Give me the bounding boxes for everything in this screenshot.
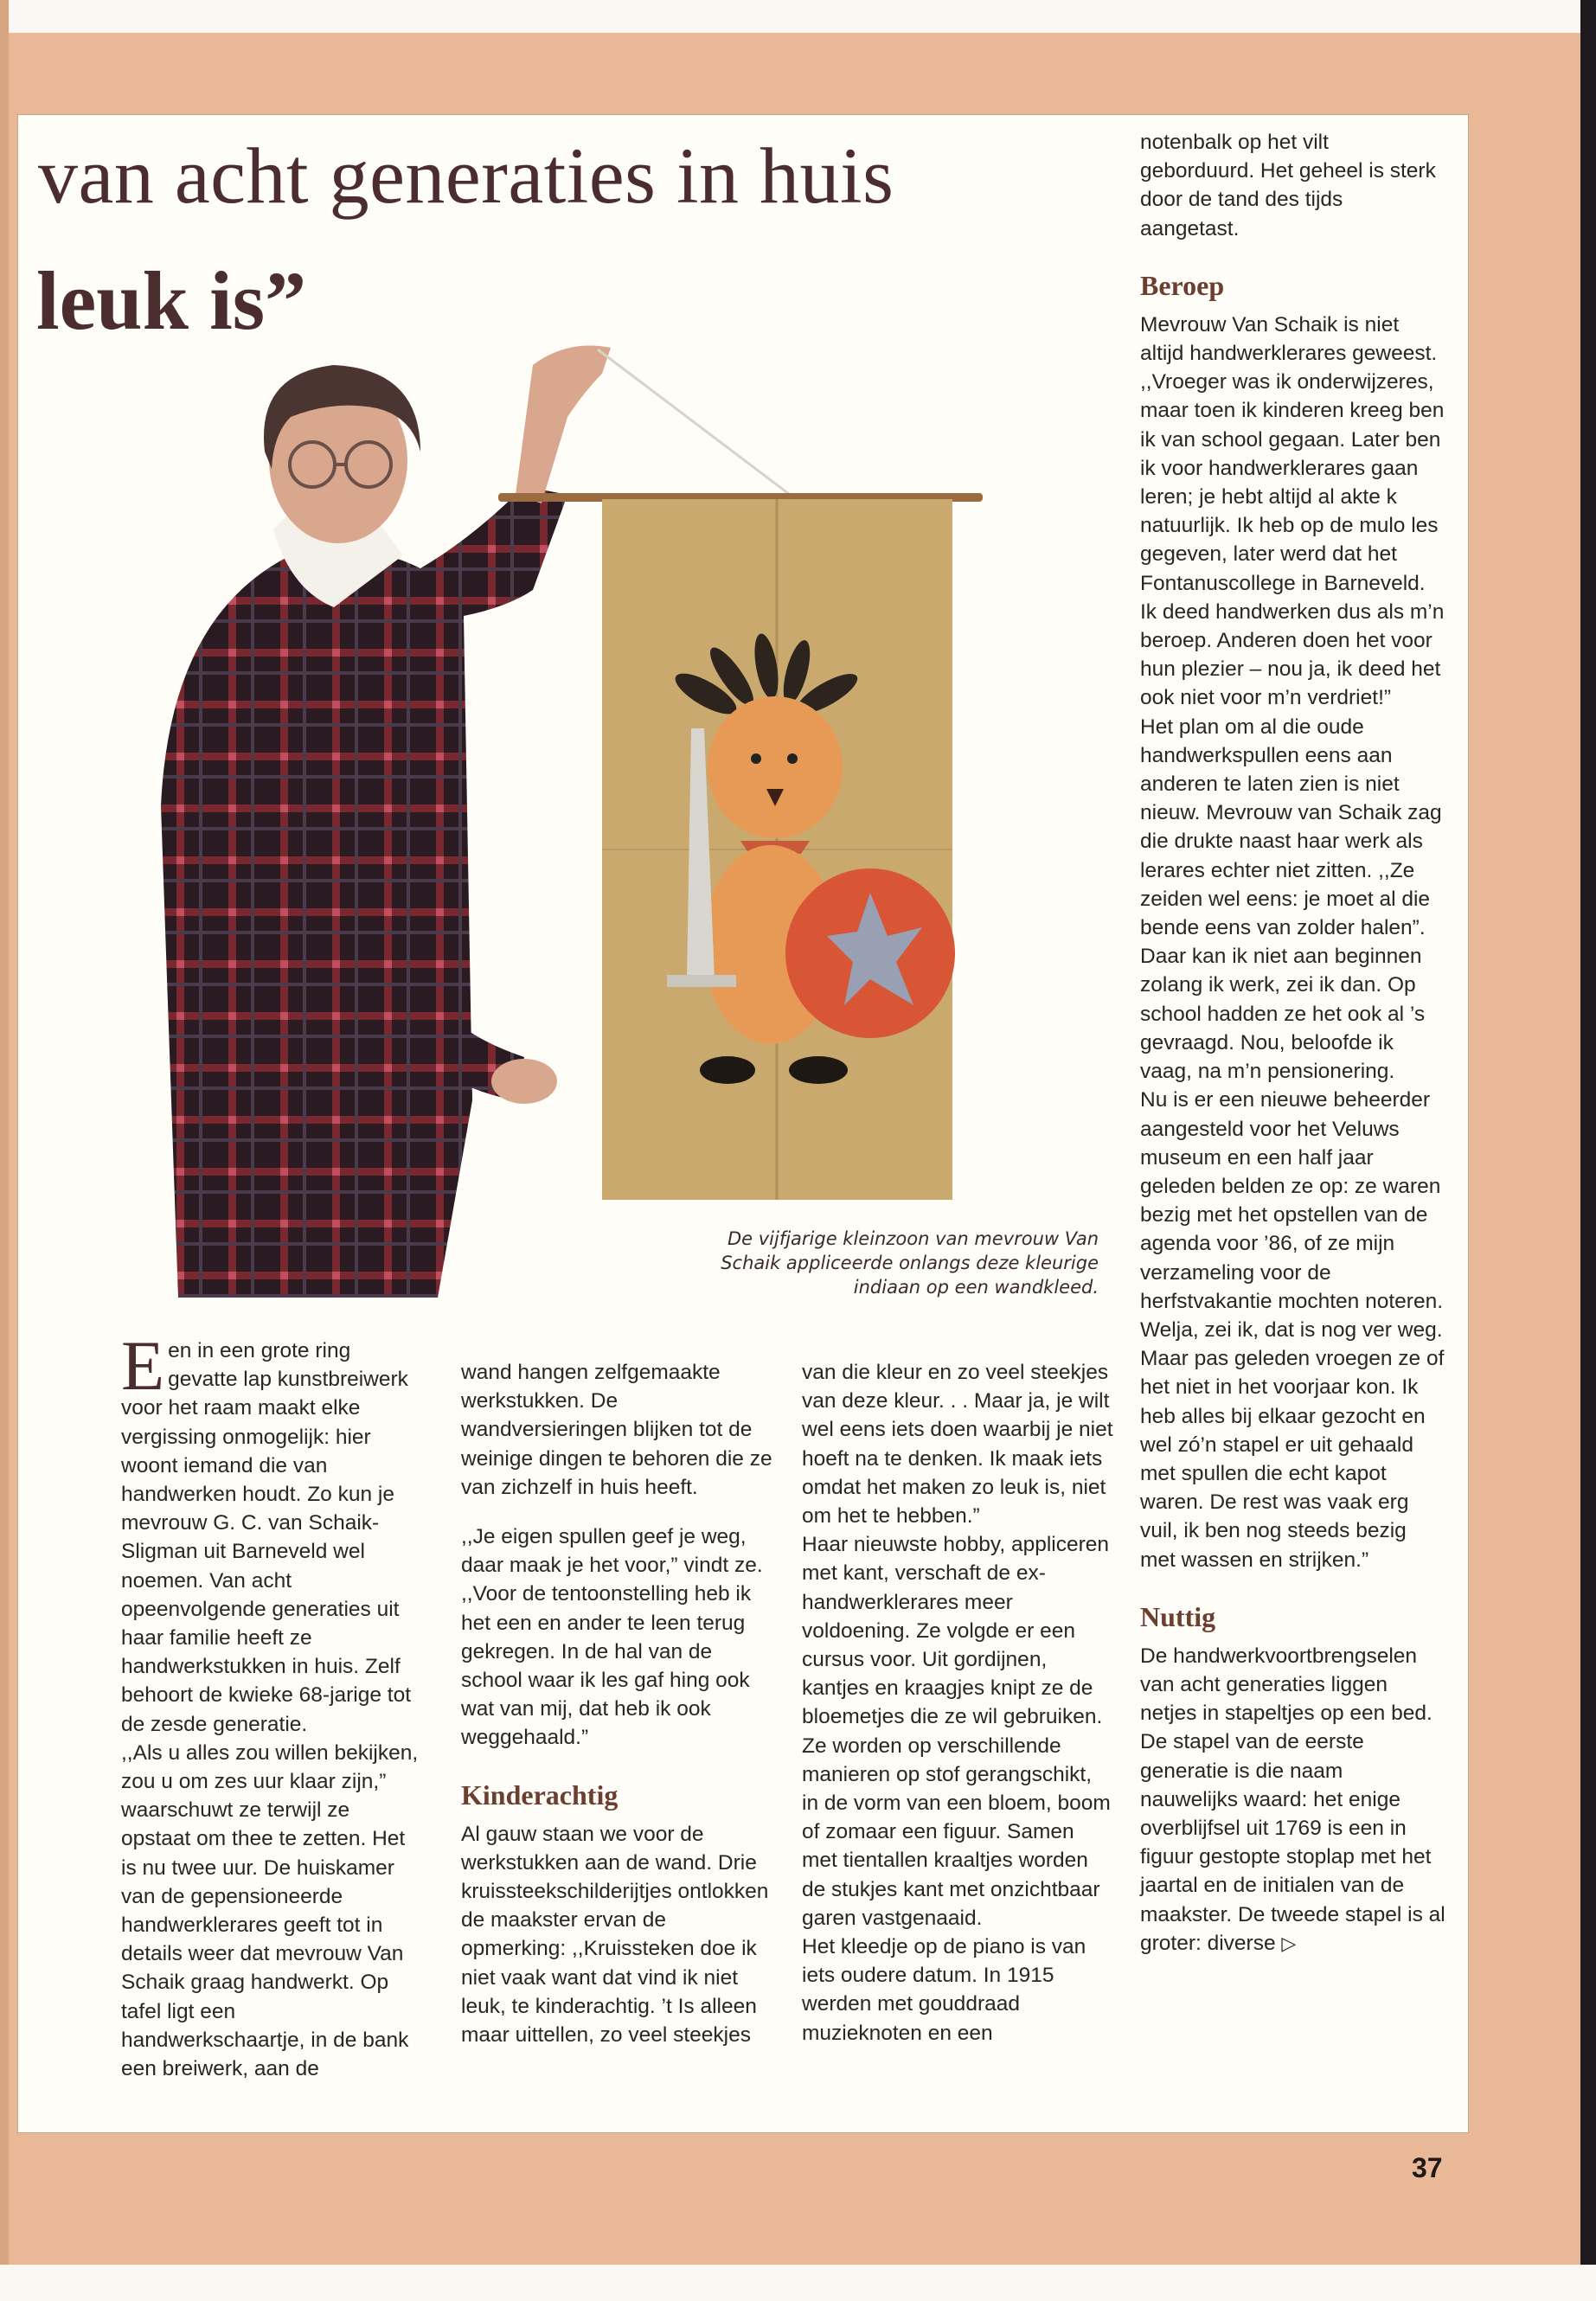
scan-bottom-margin bbox=[0, 2265, 1596, 2301]
drop-cap: E bbox=[121, 1326, 165, 1405]
subhead-beroep: Beroep bbox=[1140, 269, 1225, 301]
page-spine-edge bbox=[0, 0, 9, 2301]
subhead-nuttig: Nuttig bbox=[1140, 1600, 1216, 1632]
headline-line-1: van acht generaties in huis bbox=[38, 131, 894, 220]
column-3-paragraph-1: van die kleur en zo veel steekjes van deze kleur. . . Maar ja, je wilt wel eens iets doen waarbij je niet hoeft na te denken. Ik maak iets omdat het maken zo leuk is, niet om het te hebben.” bbox=[802, 1361, 1113, 1529]
scan-top-margin bbox=[0, 0, 1596, 33]
column-4-paragraph-5 bbox=[1140, 1642, 1446, 1958]
continue-arrow-icon: ▷ bbox=[1281, 1932, 1297, 1954]
column-4-paragraph-4: Nu is er een nieuwe beheerder aangesteld voor het Veluws museum en een half jaar geleden belden ze op: ze waren bezig met het opstellen van de agenda voor ’86, of ze mijn verzameling voor de herfstvakantie mochten noteren. Welja, zei ik, dat is nog ver weg. Maar pas geleden vroegen ze of het niet in het voorjaar kon. Ik heb alles bij elkaar gezocht en wel zó’n stapel er uit gehaald met spullen die echt kapot waren. De rest was vaak erg vuil, ik ben nog steeds bezig met wassen en strijken.” bbox=[1140, 1088, 1445, 1572]
column-2-paragraph-3: Al gauw staan we voor de werkstukken aan de wand. Drie kruissteekschilderijtjes ontlokken de maakster ervan de opmerking: ,,Kruissteken doe ik niet vaak want dat vind ik niet leuk, te kinderachtig. ’t Is alleen maar uittellen, zo veel steekjes bbox=[461, 1822, 769, 2048]
scan-right-edge bbox=[1580, 0, 1596, 2301]
column-4-text-5: De handwerkvoortbrengselen van acht generaties liggen netjes in stapeltjes op een bed. De stapel van de eerste generatie is die naam nauwelijks waard: het enige overblijfsel uit 1769 is een in figuur gestopte stoplap met het jaartal en de initialen van de maakster. De tweede stapel is al groter: diverse bbox=[1140, 1644, 1445, 1955]
column-3-paragraph-2: Haar nieuwste hobby, appliceren met kant, verschaft de ex-handwerklerares meer voldoening. Ze volgde er een cursus voor. Uit gordijnen, kantjes en kraagjes knipt ze de bloemetjes die ze wil gebruiken. Ze worden op verschillende manieren op stof gerangschikt, in de vorm van een bloem, boom of zomaar een figuur. Samen met tientallen kraaltjes worden de stukjes kant met onzichtbaar garen vastgenaaid. bbox=[802, 1533, 1111, 1930]
column-2-paragraph-1: wand hangen zelfgemaakte werkstukken. De wandversieringen blijken tot de weinige dingen te behoren die ze van zichzelf in huis heeft. bbox=[461, 1361, 772, 1499]
indian-foot-right bbox=[789, 1056, 848, 1084]
article-column-1 bbox=[121, 1326, 422, 2083]
column-4-paragraph-3: Het plan om al die oude handwerkspullen eens aan anderen te laten zien is niet nieuw. Mevrouw van Schaik zag die drukte naast haar werk als lerares echter niet zitten. ,,Ze zeiden wel eens: je moet al die bende eens van zolder halen”. Daar kan ik niet aan beginnen zolang ik werk, zei ik dan. Op school hadden ze het ook al ’s gevraagd. Nou, beloofde ik vaag, na m’n pensionering. bbox=[1140, 715, 1442, 1084]
column-1-paragraph-2: ,,Als u alles zou willen bekijken, zou u om zes uur klaar zijn,” waarschuwt ze terwijl ze opstaat om thee te zetten. Het is nu twee uur. De huiskamer van de gepensioneerde handwerklerares geeft tot in details weer dat mevrouw Van Schaik graag handwerkt. Op tafel ligt een handwerkschaartje, in de bank een breiwerk, aan de bbox=[121, 1740, 419, 2081]
photo-caption: De vijfjarige kleinzoon van mevrouw Van Schaik appliceerde onlangs deze kleurige indiaan op een wandkleed. bbox=[721, 1228, 1099, 1298]
column-3-paragraph-3: Het kleedje op de piano is van iets oudere datum. In 1915 werden met gouddraad muzieknoten en een bbox=[802, 1935, 1086, 2045]
column-4-paragraph-2: Mevrouw Van Schaik is niet altijd handwerklerares geweest. ,,Vroeger was ik onderwijzeres, maar toen ik kinderen kreeg ben ik van school gegaan. Later ben ik voor handwerklerares gaan leren; je hebt altijd al akte k natuurlijk. Ik heb op de mulo les gegeven, later werd dat het Fontanuscollege in Barneveld. Ik deed handwerken dus als m’n beroep. Anderen doen het voor hun plezier – nou ja, ik deed het ook niet voor m’n verdriet!” bbox=[1140, 312, 1445, 710]
column-4-paragraph-1: notenbalk op het vilt geborduurd. Het geheel is sterk door de tand des tijds aangetast. bbox=[1140, 131, 1436, 240]
article-column-4 bbox=[1140, 128, 1446, 1958]
subhead-kinderachtig: Kinderachtig bbox=[461, 1779, 619, 1811]
column-2-paragraph-2: ,,Je eigen spullen geef je weg, daar maak je het voor,” vindt ze. ,,Voor de tentoonstelling heb ik het een en ander te leen terug gekregen. In de hal van de school waar ik les gaf hing ook wat van mij, dat heb ik ook weggehaald.” bbox=[461, 1525, 763, 1750]
woman-raised-hand bbox=[516, 346, 611, 504]
article-column-3 bbox=[802, 1358, 1113, 2048]
headline-line-2: leuk is” bbox=[36, 254, 307, 347]
column-1-text-1: en in een grote ring gevatte lap kunstbreiwerk voor het raam maakt elke vergissing onmogelijk: hier woont iemand die van handwerken houdt. Zo kun je mevrouw G. C. van Schaik-Sligman uit Barneveld wel noemen. Van acht opeenvolgende generaties uit haar familie heeft ze handwerkstukken in huis. Zelf behoort de kwieke 68-jarige tot de zesde generatie. bbox=[121, 1339, 412, 1736]
woman-lower-hand bbox=[491, 1059, 557, 1104]
indian-head bbox=[708, 696, 843, 838]
indian-foot-left bbox=[700, 1056, 755, 1084]
woman-dress bbox=[161, 486, 567, 1298]
hanging-cord bbox=[598, 349, 792, 497]
column-1-paragraph-1 bbox=[121, 1326, 422, 1739]
article-column-2 bbox=[461, 1358, 772, 2049]
article-photo bbox=[161, 322, 1111, 1298]
page-number: 37 bbox=[1412, 2152, 1443, 2183]
